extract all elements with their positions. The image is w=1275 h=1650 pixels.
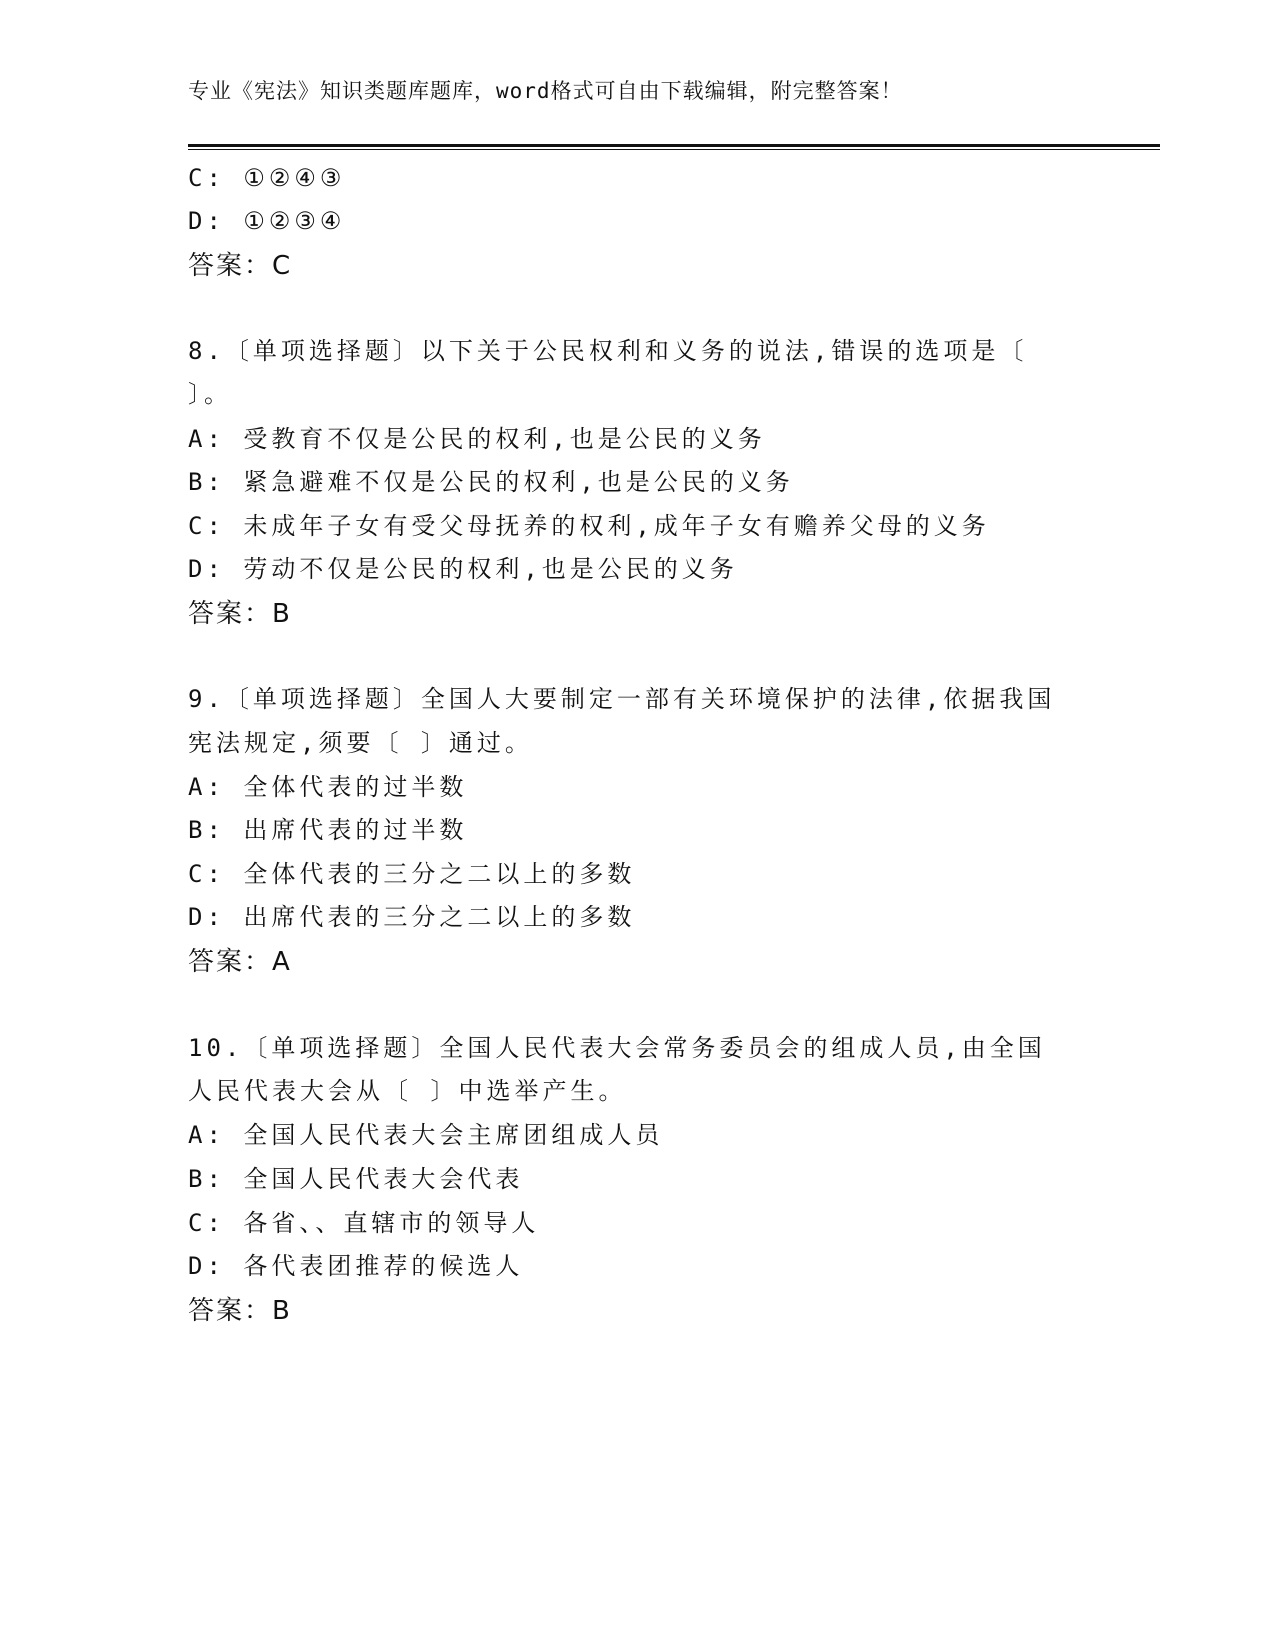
q8-option-d: D: 劳动不仅是公民的权利,也是公民的义务: [188, 555, 738, 583]
q10-option-b: B: 全国人民代表大会代表: [188, 1165, 524, 1193]
q9-stem-line2: 宪法规定,须要〔 〕通过。: [188, 729, 533, 757]
q10-stem-line2: 人民代表大会从〔 〕中选举产生。: [188, 1077, 627, 1105]
q8-stem-line2: 〕。: [188, 380, 232, 408]
q9-option-b: B: 出席代表的过半数: [188, 816, 468, 844]
q10-answer: 答案：B: [188, 1296, 292, 1326]
q8-option-b: B: 紧急避难不仅是公民的权利,也是公民的义务: [188, 468, 794, 496]
q10-stem-line1: 10.〔单项选择题〕全国人民代表大会常务委员会的组成人员,由全国: [188, 1034, 1046, 1062]
q8-stem-line1: 8.〔单项选择题〕以下关于公民权利和义务的说法,错误的选项是〔: [188, 337, 1028, 365]
q8-answer: 答案：B: [188, 599, 292, 629]
q7-option-c: C: ①②④③: [188, 164, 346, 192]
q8-option-c: C: 未成年子女有受父母抚养的权利,成年子女有赡养父母的义务: [188, 512, 990, 540]
q8-option-a: A: 受教育不仅是公民的权利,也是公民的义务: [188, 425, 766, 453]
q7-option-d: D: ①②③④: [188, 207, 346, 235]
q9-stem-line1: 9.〔单项选择题〕全国人大要制定一部有关环境保护的法律,依据我国: [188, 685, 1056, 713]
q10-option-d: D: 各代表团推荐的候选人: [188, 1252, 524, 1280]
q10-option-c: C: 各省、、直辖市的领导人: [188, 1209, 540, 1237]
q10-option-a: A: 全国人民代表大会主席团组成人员: [188, 1121, 664, 1149]
header-divider: [188, 144, 1160, 150]
document-header: 专业《宪法》知识类题库题库，word格式可自由下载编辑，附完整答案！: [188, 79, 903, 103]
q9-answer: 答案：A: [188, 947, 292, 977]
q9-option-d: D: 出席代表的三分之二以上的多数: [188, 903, 636, 931]
q7-answer: 答案：C: [188, 251, 293, 281]
q9-option-c: C: 全体代表的三分之二以上的多数: [188, 860, 636, 888]
q9-option-a: A: 全体代表的过半数: [188, 773, 468, 801]
